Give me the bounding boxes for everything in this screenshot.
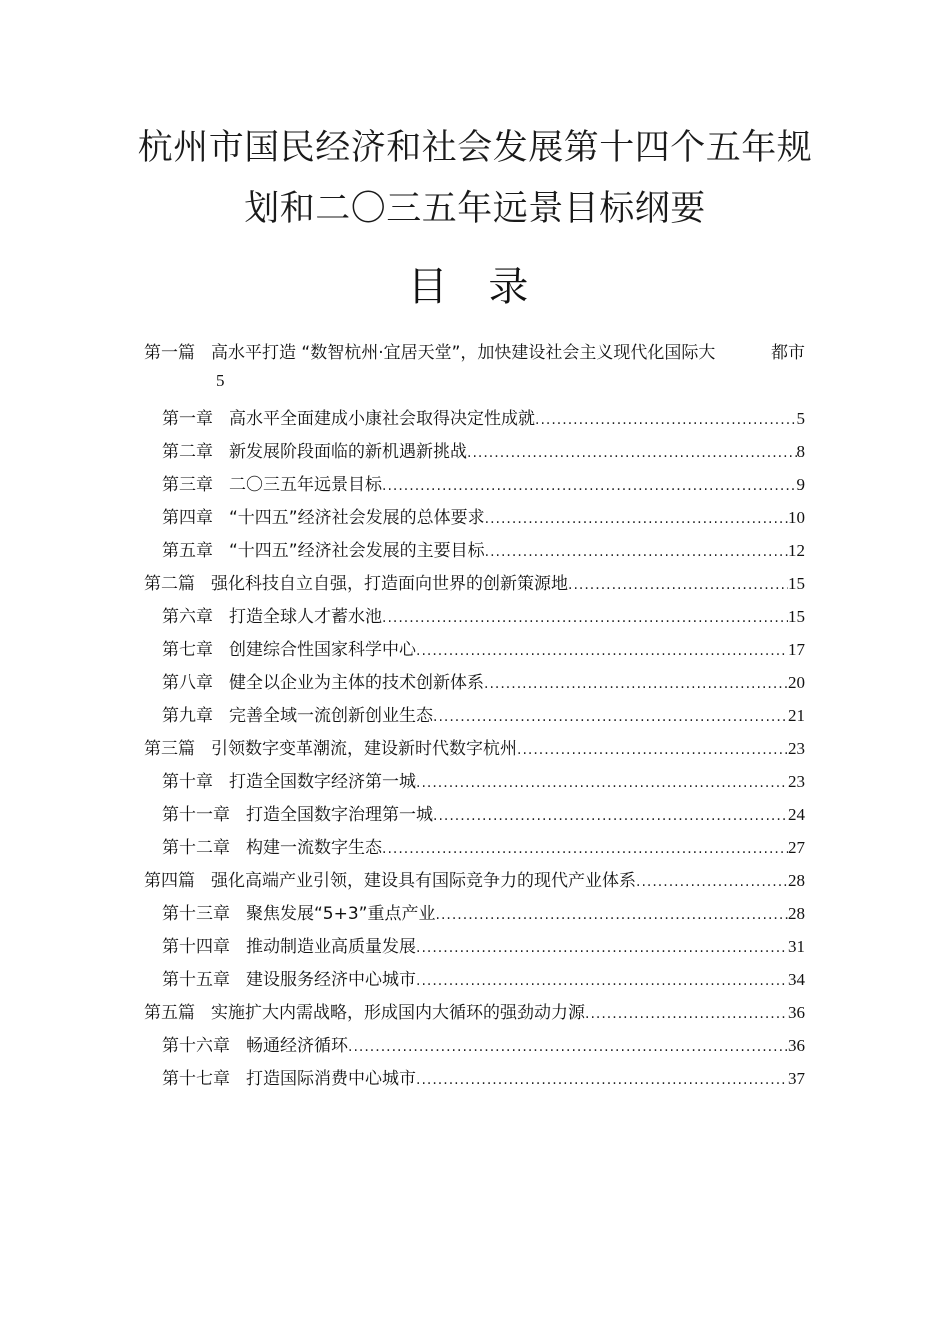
toc-entry-page-number: 21 [788,706,805,725]
toc-entry-title: 完善全域一流创新创业生态 [229,706,433,726]
toc-entry-page-number: 5 [796,409,805,428]
toc-entry-number: 第二篇 [144,574,195,594]
toc-dot-leader [485,544,788,560]
toc-dot-leader [433,709,788,725]
toc-chapter-entry[interactable] [144,800,805,833]
toc-entry-number: 第六章 [162,607,213,627]
toc-entry-number: 第十一章 [162,805,230,825]
document-title-line-2: 划和二〇三五年远景目标纲要 [244,189,706,229]
toc-dot-leader [517,742,788,758]
toc-entry-label [144,734,517,759]
toc-entry-label [162,668,484,693]
toc-entry-page-number: 23 [788,739,805,758]
toc-entry-label [162,701,433,726]
toc-entry-page-number: 20 [788,673,805,692]
toc-entry-number: 第十章 [162,772,213,792]
toc-chapter-entry[interactable] [144,701,805,734]
toc-entry-title: 打造全国数字经济第一城 [229,772,416,792]
toc-entry-title-end: 都市 [771,343,805,363]
toc-entry-label [162,833,382,858]
toc-dot-leader [382,841,788,857]
toc-entry-title: 打造国际消费中心城市 [246,1069,416,1089]
toc-chapter-entry[interactable] [144,602,805,635]
toc-chapter-entry[interactable] [144,503,805,536]
toc-chapter-entry[interactable] [144,470,805,503]
toc-entry-number: 第十三章 [162,904,230,924]
toc-chapter-entry[interactable] [144,404,805,437]
toc-dot-leader [416,643,788,659]
toc-entry-title: 新发展阶段面临的新机遇新挑战 [229,442,467,462]
toc-entry-label [162,899,436,924]
toc-dot-leader [382,478,797,494]
toc-dot-leader [416,940,788,956]
toc-entry-title: 畅通经济循环 [246,1036,348,1056]
toc-entry-page-number: 34 [788,970,805,989]
toc-entry-number: 第十五章 [162,970,230,990]
toc-entry-number: 第二章 [162,442,213,462]
toc-entry-title: 实施扩大内需战略，形成国内大循环的强劲动力源 [211,1003,585,1023]
toc-entry-page-number: 9 [796,475,805,494]
toc-entry-label [144,338,715,363]
toc-entry-label [162,437,467,462]
toc-entry-page-number: 12 [788,541,805,560]
toc-entry-page-number: 24 [788,805,805,824]
toc-entry-label [144,569,568,594]
toc-entry-title: 建设服务经济中心城市 [246,970,416,990]
toc-part-entry[interactable] [144,998,805,1031]
toc-dot-leader [416,1072,788,1088]
toc-chapter-entry[interactable] [144,767,805,800]
toc-dot-leader [535,412,797,428]
toc-chapter-entry[interactable] [144,668,805,701]
toc-entry-label [162,1064,416,1089]
toc-dot-leader [433,808,788,824]
toc-entry-label [162,965,416,990]
toc-entry-title: 推动制造业高质量发展 [246,937,416,957]
toc-entry-list [144,404,805,1097]
toc-entry-title: 强化科技自立自强，打造面向世界的创新策源地 [211,574,568,594]
toc-entry-number: 第四章 [162,508,213,528]
toc-entry-number: 第十六章 [162,1036,230,1056]
toc-entry-title: “十四五”经济社会发展的主要目标 [229,541,485,561]
toc-part-entry[interactable] [144,866,805,899]
toc-dot-leader [416,973,788,989]
toc-entry-page-number: 28 [788,871,805,890]
toc-entry-page-number: 8 [796,442,805,461]
toc-entry-number: 第十四章 [162,937,230,957]
toc-dot-leader [484,676,788,692]
toc-entry-number: 第三章 [162,475,213,495]
toc-entry-page-number: 37 [788,1069,805,1088]
toc-chapter-entry[interactable] [144,437,805,470]
toc-chapter-entry[interactable] [144,833,805,866]
toc-entry-page-number: 17 [788,640,805,659]
toc-heading: 目 录 [407,264,543,310]
toc-dot-leader [485,511,788,527]
toc-entry-page-number: 28 [788,904,805,923]
toc-part-entry[interactable] [144,569,805,602]
toc-entry-number: 第五篇 [144,1003,195,1023]
toc-entry-number: 第八章 [162,673,213,693]
toc-entry-number: 第三篇 [144,739,195,759]
toc-entry-number: 第一章 [162,409,213,429]
toc-dot-leader [436,907,789,923]
toc-entry-number: 第十二章 [162,838,230,858]
toc-dot-leader [382,610,788,626]
toc-entry-label [162,932,416,957]
toc-dot-leader [568,577,788,593]
toc-entry-title: 聚焦发展“5+3”重点产业 [246,904,436,924]
toc-entry-title: 二〇三五年远景目标 [229,475,382,495]
toc-entry-label [162,635,416,660]
toc-entry-title: 强化高端产业引领，建设具有国际竞争力的现代产业体系 [211,871,636,891]
toc-entry-label [162,536,485,561]
document-title-line-1: 杭州市国民经济和社会发展第十四个五年规 [137,128,813,168]
toc-entry-page-number: 36 [788,1036,805,1055]
toc-entry-label [144,998,585,1023]
toc-entry-page-number: 10 [788,508,805,527]
toc-entry-number: 第一篇 [144,343,195,363]
toc-entry-label [162,1031,348,1056]
toc-entry-page-number: 23 [788,772,805,791]
toc-entry-label [162,470,382,495]
toc-chapter-entry[interactable] [144,1031,805,1064]
toc-chapter-entry[interactable] [144,965,805,998]
toc-chapter-entry[interactable] [144,635,805,668]
toc-entry-page-number: 31 [788,937,805,956]
toc-entry-label [162,602,382,627]
toc-dot-leader [416,775,788,791]
toc-chapter-entry[interactable] [144,899,805,932]
toc-part-entry[interactable] [144,338,805,404]
toc-chapter-entry[interactable] [144,1064,805,1097]
toc-entry-number: 第四篇 [144,871,195,891]
toc-entry-number: 第十七章 [162,1069,230,1089]
toc-entry-page-number: 15 [788,574,805,593]
toc-entry-page-number: 27 [788,838,805,857]
toc-entry-title: 打造全球人才蓄水池 [229,607,382,627]
toc-entry-title: 高水平全面建成小康社会取得决定性成就 [229,409,535,429]
toc-entry-title: “十四五”经济社会发展的总体要求 [229,508,485,528]
toc-entry-number: 第七章 [162,640,213,660]
toc-entry-number: 第五章 [162,541,213,561]
toc-entry-label [162,767,416,792]
toc-entry-title: 创建综合性国家科学中心 [229,640,416,660]
toc-entry-page-number: 36 [788,1003,805,1022]
toc-chapter-entry[interactable] [144,932,805,965]
toc-dot-leader [348,1039,788,1055]
toc-chapter-entry[interactable] [144,536,805,569]
toc-entry-label [162,800,433,825]
toc-entry-number: 第九章 [162,706,213,726]
toc-dot-leader [467,445,797,461]
toc-part-entry[interactable] [144,734,805,767]
toc-entry-title: 健全以企业为主体的技术创新体系 [229,673,484,693]
toc-entry-title: 打造全国数字治理第一城 [246,805,433,825]
toc-entry-page-number: 15 [788,607,805,626]
toc-dot-leader [585,1006,788,1022]
table-of-contents [144,338,805,1097]
toc-entry-title: 引领数字变革潮流，建设新时代数字杭州 [211,739,517,759]
toc-dot-leader [636,874,788,890]
toc-entry-page-number: 5 [216,371,225,390]
toc-entry-label [162,404,535,429]
toc-entry-title: 构建一流数字生态 [246,838,382,858]
toc-entry-title: 高水平打造 “数智杭州·宜居天堂”，加快建设社会主义现代化国际大 [211,343,716,363]
toc-entry-label [162,503,485,528]
toc-entry-label [144,866,636,891]
